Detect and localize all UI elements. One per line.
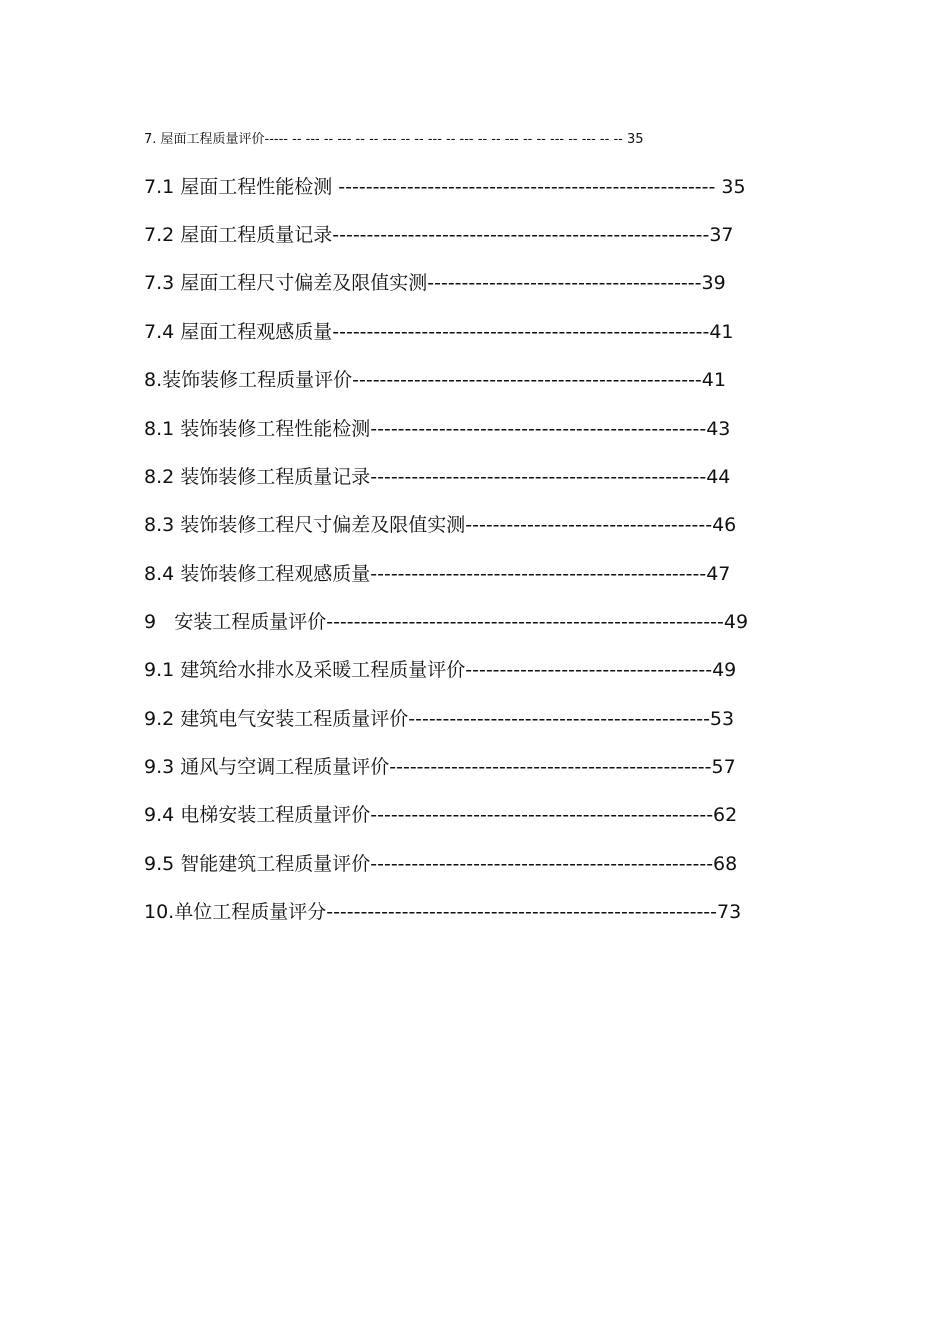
toc-entry-8-1: 8.1 装饰装修工程性能检测-------------------------------------------------43 [144, 418, 731, 440]
toc-entry-7-3: 7.3 屋面工程尺寸偏差及限值实测----------------------------------------39 [144, 272, 726, 294]
toc-entry-8-4: 8.4 装饰装修工程观感质量-------------------------------------------------47 [144, 563, 731, 585]
toc-entry-8-3: 8.3 装饰装修工程尺寸偏差及限值实测------------------------------------46 [144, 514, 737, 536]
toc-entry-10: 10.单位工程质量评分---------------------------------------------------------73 [144, 901, 742, 923]
toc-entry-9-3: 9.3 通风与空调工程质量评价-----------------------------------------------57 [144, 756, 736, 778]
toc-entry-7-2: 7.2 屋面工程质量记录-------------------------------------------------------37 [144, 224, 734, 246]
toc-entry-8-2: 8.2 装饰装修工程质量记录-------------------------------------------------44 [144, 466, 731, 488]
toc-entry-7-1: 7.1 屋面工程性能检测 ------------------------------------------------------- 35 [144, 176, 746, 198]
toc-entry-9-1: 9.1 建筑给水排水及采暖工程质量评价------------------------------------49 [144, 659, 737, 681]
toc-entry-9-4: 9.4 电梯安装工程质量评价--------------------------------------------------62 [144, 804, 738, 826]
toc-entry-9-5: 9.5 智能建筑工程质量评价--------------------------------------------------68 [144, 853, 738, 875]
toc-entry-8: 8.装饰装修工程质量评价---------------------------------------------------41 [144, 369, 726, 391]
toc-entry-7-4: 7.4 屋面工程观感质量-------------------------------------------------------41 [144, 321, 734, 343]
toc-entry-9: 9 安装工程质量评价----------------------------------------------------------49 [144, 611, 749, 633]
toc-entry-9-2: 9.2 建筑电气安装工程质量评价--------------------------------------------53 [144, 708, 735, 730]
toc-entry-7: 7. 屋面工程质量评价----- -- --- -- --- -- -- --- -- -- --- -- --- -- -- --- -- -- --- -- --- -- -- 35 [144, 132, 644, 147]
